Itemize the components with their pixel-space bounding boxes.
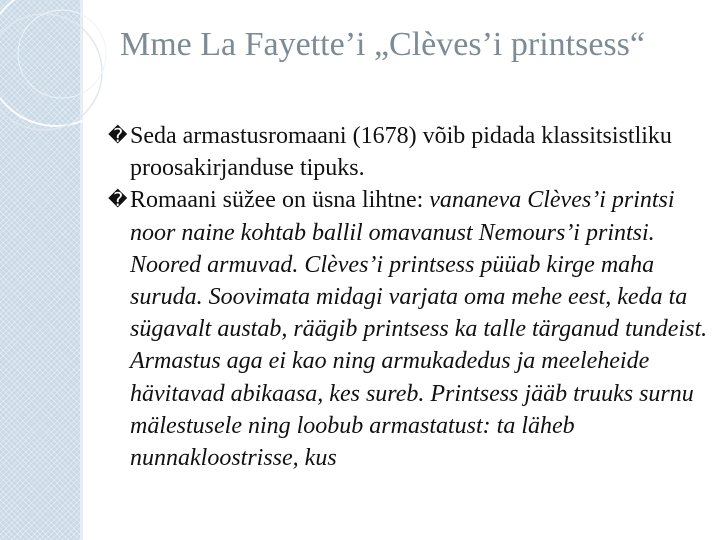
bullet-text-italic: vananeva Clèves’i printsi noor naine kohtab ballil omavanust Nemours’i printsi. Noored armuvad. Clèves’i printsess püüab kirge maha suruda. Soovimata midagi varjata oma mehe eest, keda ta sügavalt austab, räägib printsess ka talle tärganud tundeist. Armastus aga ei kao ning armukadedus ja meeleheide hävitavad abikaasa, kes sureb. Printsess jääb truuks surnu mälestusele ning loobub armastatust: ta läheb nunnakloostrisse, kus — [130, 187, 708, 472]
slide-body — [108, 120, 708, 474]
bullet-text: Romaani süžee on üsna lihtne: — [130, 187, 430, 214]
bullet-paragraph — [108, 184, 708, 474]
bullet-paragraph — [108, 120, 708, 184]
bullet-marker-icon: � — [108, 125, 128, 147]
bullet-text: Seda armastusromaani (1678) võib pidada klassitsistliku proosakirjanduse tipuks. — [130, 123, 672, 182]
bullet-marker-icon: � — [108, 189, 128, 212]
slide-title: Mme La Fayette’i „Clèves’i printsess“ — [120, 26, 645, 63]
